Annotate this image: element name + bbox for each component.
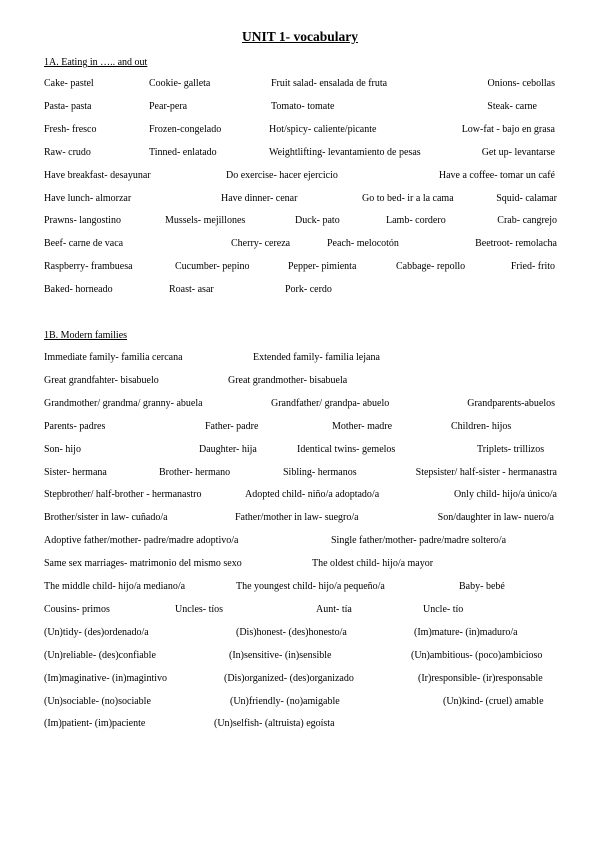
vocabulary-entry: (Dis)honest- (des)honesto/a xyxy=(236,626,347,638)
vocabulary-entry: (In)sensitive- (in)sensible xyxy=(229,649,332,661)
vocabulary-entry: Beetroot- remolacha xyxy=(475,238,557,250)
vocabulary-entry: Cousins- primos xyxy=(44,603,110,615)
vocabulary-entry: Lamb- cordero xyxy=(386,215,446,227)
vocabulary-entry: Extended family- familia lejana xyxy=(253,352,380,363)
vocabulary-entry: Single father/mother- padre/madre soltero/a xyxy=(331,535,507,547)
vocabulary-entry: (Ir)responsible- (ir)responsable xyxy=(418,672,543,684)
vocabulary-entry: Baked- horneado xyxy=(44,284,113,296)
vocabulary-entry: Father/mother in law- suegro/a xyxy=(235,512,359,524)
vocabulary-entry: (Un)friendly- (no)amigable xyxy=(230,695,340,707)
section-heading: 1A. Eating in ….. and out xyxy=(44,57,148,68)
vocabulary-entry: Great grandmother- bisabuela xyxy=(228,374,348,386)
vocabulary-entry: Immediate family- familia cercana xyxy=(44,352,183,363)
vocabulary-entry: Have lunch- almorzar xyxy=(44,192,132,204)
vocabulary-entry: Same sex marriages- matrimonio del mismo sexo xyxy=(44,558,242,570)
vocabulary-entry: Have breakfast- desayunar xyxy=(44,169,151,181)
vocabulary-entry: Baby- bebé xyxy=(459,581,505,592)
vocabulary-entry: (Im)maginative- (in)magintivo xyxy=(44,672,168,684)
vocabulary-entry: Cabbage- repollo xyxy=(396,261,466,273)
vocabulary-entry: (Dis)organized- (des)organizado xyxy=(224,672,354,684)
vocabulary-entry: Fresh- fresco xyxy=(44,123,97,135)
vocabulary-entry: Onions- cebollas xyxy=(487,78,555,89)
vocabulary-entry: Mother- madre xyxy=(332,420,393,432)
vocabulary-entry: Get up- levantarse xyxy=(481,146,555,158)
vocabulary-entry: Sister- hermana xyxy=(44,466,107,478)
vocabulary-entry: Cookie- galleta xyxy=(149,78,211,89)
vocabulary-entry: The youngest child- hijo/a pequeño/a xyxy=(236,581,385,592)
vocabulary-entry: Duck- pato xyxy=(295,215,340,227)
vocabulary-entry: Son/daughter in law- nuero/a xyxy=(437,512,554,524)
vocabulary-entry: The middle child- hijo/a mediano/a xyxy=(44,581,186,592)
vocabulary-entry: Adoptive father/mother- padre/madre adoptivo/a xyxy=(44,535,239,547)
vocabulary-entry: Grandmother/ grandma/ granny- abuela xyxy=(44,397,203,409)
vocabulary-entry: (Un)sociable- (no)sociable xyxy=(44,695,151,707)
vocabulary-entry: (Im)mature- (in)maduro/a xyxy=(414,626,518,638)
vocabulary-entry: (Im)patient- (im)paciente xyxy=(44,718,146,730)
vocabulary-entry: Grandfather/ grandpa- abuelo xyxy=(271,397,390,409)
vocabulary-entry: Fruit salad- ensalada de fruta xyxy=(271,78,388,89)
vocabulary-entry: Hot/spicy- caliente/picante xyxy=(269,123,377,135)
vocabulary-entry: Brother- hermano xyxy=(159,466,231,478)
vocabulary-entry: Stepsister/ half-sister - hermanastra xyxy=(415,466,557,478)
vocabulary-entry: Great grandfahter- bisabuelo xyxy=(44,374,159,386)
vocabulary-entry: Squid- calamar xyxy=(496,192,557,204)
vocabulary-entry: Pepper- pimienta xyxy=(288,261,357,273)
vocabulary-entry: Go to bed- ir a la cama xyxy=(362,192,454,204)
vocabulary-entry: Raw- crudo xyxy=(44,146,91,158)
vocabulary-entry: Steak- carne xyxy=(487,100,537,112)
vocabulary-entry: Frozen-congelado xyxy=(149,123,222,135)
vocabulary-entry: Pear-pera xyxy=(149,100,188,112)
vocabulary-entry: Cucumber- pepino xyxy=(175,261,250,273)
vocabulary-entry: Identical twins- gemelos xyxy=(297,443,396,455)
vocabulary-entry: Cherry- cereza xyxy=(231,238,291,250)
vocabulary-entry: Stepbrother/ half-brother - hermanastro xyxy=(44,489,202,501)
vocabulary-entry: Mussels- mejillones xyxy=(165,215,246,227)
vocabulary-entry: (Un)tidy- (des)ordenado/a xyxy=(44,626,149,638)
vocabulary-entry: Tomato- tomate xyxy=(271,100,335,112)
vocabulary-entry: The oldest child- hijo/a mayor xyxy=(312,558,434,570)
vocabulary-entry: Pork- cerdo xyxy=(285,284,332,296)
vocabulary-entry: Uncles- tíos xyxy=(175,603,224,615)
vocabulary-entry: Parents- padres xyxy=(44,420,106,432)
section-heading: 1B. Modern families xyxy=(44,330,128,341)
vocabulary-entry: Adopted child- niño/a adoptado/a xyxy=(245,489,380,501)
vocabulary-entry: Roast- asar xyxy=(169,284,214,296)
vocabulary-entry: Fried- frito xyxy=(510,261,555,273)
vocabulary-entry: Brother/sister in law- cuñado/a xyxy=(44,512,168,524)
vocabulary-entry: (Un)reliable- (des)confiable xyxy=(44,649,156,661)
vocabulary-entry: Grandparents-abuelos xyxy=(467,397,555,409)
vocabulary-entry: Uncle- tío xyxy=(423,603,464,615)
vocabulary-entry: Triplets- trillizos xyxy=(477,443,545,455)
vocabulary-entry: Have a coffee- tomar un café xyxy=(438,169,555,181)
vocabulary-entry: Raspberry- frambuesa xyxy=(44,261,133,273)
vocabulary-entry: Father- padre xyxy=(205,420,259,432)
vocabulary-entry: Peach- melocotón xyxy=(327,238,399,250)
vocabulary-entry: (Un)kind- (cruel) amable xyxy=(443,695,544,707)
vocabulary-entry: Sibling- hermanos xyxy=(283,466,357,478)
vocabulary-entry: Only child- hijo/a único/a xyxy=(453,489,557,501)
vocabulary-entry: Crab- cangrejo xyxy=(497,215,557,227)
vocabulary-entry: Beef- carne de vaca xyxy=(44,238,124,250)
vocabulary-entry: Daughter- hija xyxy=(199,443,257,455)
vocabulary-entry: (Un)ambitious- (poco)ambicioso xyxy=(411,649,543,661)
vocabulary-entry: Low-fat - bajo en grasa xyxy=(461,123,555,135)
vocabulary-entry: Aunt- tía xyxy=(316,603,352,615)
vocabulary-entry: Son- hijo xyxy=(44,443,81,455)
vocabulary-entry: Children- hijos xyxy=(451,420,512,432)
vocabulary-entry: Have dinner- cenar xyxy=(221,192,298,204)
page-title: UNIT 1- vocabulary xyxy=(241,29,358,44)
vocabulary-entry: Do exercise- hacer ejercicio xyxy=(226,169,338,181)
vocabulary-entry: Pasta- pasta xyxy=(44,100,92,112)
vocabulary-entry: Prawns- langostino xyxy=(44,215,121,227)
vocabulary-entry: Weightlifting- levantamiento de pesas xyxy=(269,146,421,158)
vocabulary-entry: (Un)selfish- (altruista) egoísta xyxy=(214,718,335,730)
vocabulary-entry: Cake- pastel xyxy=(44,78,94,89)
vocabulary-entry: Tinned- enlatado xyxy=(149,146,217,158)
